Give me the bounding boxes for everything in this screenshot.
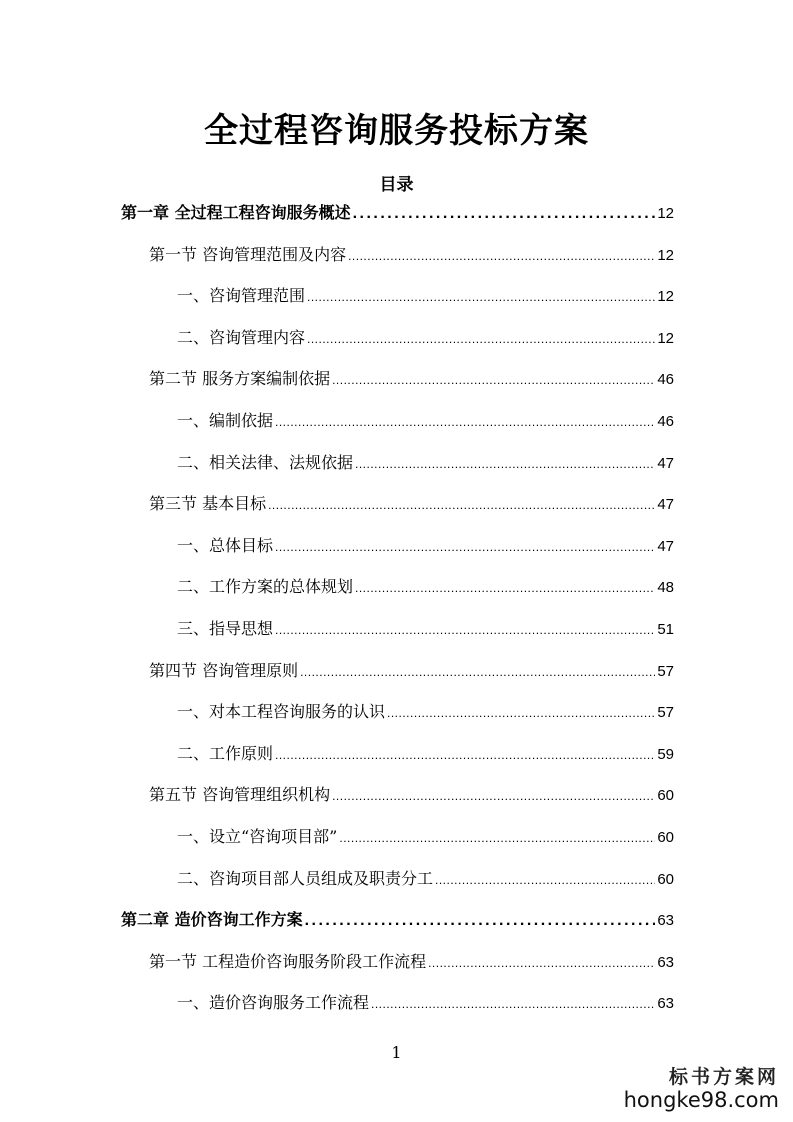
toc-entry[interactable] xyxy=(149,241,674,269)
toc-entry-page: 46 xyxy=(657,371,674,388)
toc-entry-label: 第二节 服务方案编制依据 xyxy=(149,369,331,388)
toc-entry-page: 57 xyxy=(657,704,674,721)
toc-entry-label: 第一节 工程造价咨询服务阶段工作流程 xyxy=(149,952,427,971)
toc-entry[interactable] xyxy=(177,698,674,726)
toc-entry-page: 59 xyxy=(657,746,674,763)
toc-entry-page: 57 xyxy=(657,663,674,680)
toc-dot-leader xyxy=(355,450,655,478)
toc-entry[interactable] xyxy=(177,823,674,851)
toc-dot-leader xyxy=(332,782,655,810)
toc-entry[interactable] xyxy=(121,906,674,934)
toc-entry-page: 12 xyxy=(657,205,674,222)
toc-entry-page: 63 xyxy=(657,995,674,1012)
toc-entry-label: 第五节 咨询管理组织机构 xyxy=(149,785,331,804)
toc-dot-leader xyxy=(275,741,655,769)
watermark-url: hongke98.com xyxy=(623,1088,779,1112)
toc-entry-label: 第一节 咨询管理范围及内容 xyxy=(149,245,347,264)
toc-entry-page: 60 xyxy=(657,829,674,846)
toc-dot-leader xyxy=(371,990,655,1018)
toc-entry[interactable] xyxy=(177,740,674,768)
toc-dot-leader xyxy=(307,325,655,353)
toc-entry-label: 一、对本工程咨询服务的认识 xyxy=(177,702,386,721)
toc-entry-label: 二、咨询项目部人员组成及职责分工 xyxy=(177,869,434,888)
toc-entry-page: 12 xyxy=(657,247,674,264)
toc-entry[interactable] xyxy=(177,989,674,1017)
toc-entry-label: 二、工作原则 xyxy=(177,744,274,763)
toc-dot-leader xyxy=(332,366,655,394)
toc-entry[interactable] xyxy=(177,449,674,477)
toc-dot-leader xyxy=(275,408,655,436)
toc-dot-leader xyxy=(339,824,655,852)
toc-entry[interactable] xyxy=(177,532,674,560)
toc-entry-label: 第二章 造价咨询工作方案 xyxy=(121,910,303,929)
toc-dot-leader xyxy=(268,491,655,519)
toc-entry-page: 47 xyxy=(657,538,674,555)
toc-entry-page: 12 xyxy=(657,288,674,305)
toc-entry-label: 第一章 全过程工程咨询服务概述 xyxy=(121,203,351,222)
toc-dot-leader xyxy=(305,907,656,935)
toc-entry-label: 第四节 咨询管理原则 xyxy=(149,661,299,680)
toc-dot-leader xyxy=(275,616,655,644)
page-number: 1 xyxy=(391,1043,402,1062)
toc-entry[interactable] xyxy=(177,615,674,643)
toc-entry[interactable] xyxy=(177,865,674,893)
toc-entry[interactable] xyxy=(149,781,674,809)
toc-entry-page: 60 xyxy=(657,787,674,804)
toc-entry[interactable] xyxy=(177,324,674,352)
toc-entry-label: 一、造价咨询服务工作流程 xyxy=(177,993,370,1012)
toc-entry[interactable] xyxy=(177,407,674,435)
toc-dot-leader xyxy=(387,699,655,727)
toc-entry-label: 二、工作方案的总体规划 xyxy=(177,577,354,596)
toc-entry[interactable] xyxy=(149,948,674,976)
toc-dot-leader xyxy=(275,533,655,561)
toc-dot-leader xyxy=(435,866,655,894)
toc-entry[interactable] xyxy=(149,490,674,518)
toc-dot-leader xyxy=(300,658,655,686)
toc-entry-page: 63 xyxy=(657,954,674,971)
toc-entry-page: 46 xyxy=(657,413,674,430)
toc-dot-leader xyxy=(355,574,655,602)
toc-entry[interactable] xyxy=(149,365,674,393)
toc-entry-page: 12 xyxy=(657,330,674,347)
toc-heading: 目录 xyxy=(379,175,414,195)
toc-entry-page: 47 xyxy=(657,496,674,513)
toc-entry-page: 48 xyxy=(657,579,674,596)
toc-entry-label: 二、咨询管理内容 xyxy=(177,328,306,347)
toc-entry[interactable] xyxy=(149,657,674,685)
toc-entry-label: 二、相关法律、法规依据 xyxy=(177,453,354,472)
document-title: 全过程咨询服务投标方案 xyxy=(204,111,589,151)
toc-entry[interactable] xyxy=(177,573,674,601)
toc-entry-page: 51 xyxy=(657,621,674,638)
toc-entry-label: 一、设立“咨询项目部” xyxy=(177,827,338,846)
toc-entry[interactable] xyxy=(121,199,674,227)
toc-entry-label: 三、指导思想 xyxy=(177,619,274,638)
toc-entry-label: 一、编制依据 xyxy=(177,411,274,430)
toc-dot-leader xyxy=(353,200,656,228)
watermark-site-name: 标书方案网 xyxy=(668,1066,779,1088)
toc-entry-page: 63 xyxy=(657,912,674,929)
toc-dot-leader xyxy=(428,949,655,977)
toc-entry-label: 第三节 基本目标 xyxy=(149,494,267,513)
watermark-logo xyxy=(624,1066,779,1112)
toc-entry-label: 一、咨询管理范围 xyxy=(177,286,306,305)
toc-entry[interactable] xyxy=(177,282,674,310)
toc-dot-leader xyxy=(348,242,655,270)
toc-dot-leader xyxy=(307,283,655,311)
toc-entry-page: 60 xyxy=(657,871,674,888)
toc-entry-page: 47 xyxy=(657,455,674,472)
toc-entry-label: 一、总体目标 xyxy=(177,536,274,555)
